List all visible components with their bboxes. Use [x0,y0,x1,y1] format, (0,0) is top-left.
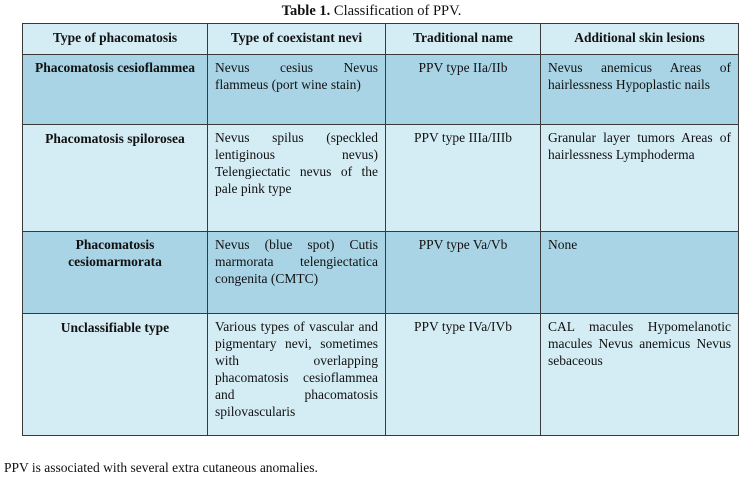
cell-lesions: None [541,232,739,314]
cell-nevi: Nevus cesius Nevus flammeus (port wine stain) [208,55,386,125]
cell-nevi: Nevus spilus (speckled lentiginous nevus) Telengiectatic nevus of the pale pink type [208,125,386,232]
cell-name: PPV type IVa/IVb [386,314,541,436]
cell-lesions: Granular layer tumors Areas of hairlessness Lymphoderma [541,125,739,232]
cell-name: PPV type IIa/IIb [386,55,541,125]
cell-nevi: Various types of vascular and pigmentary nevi, sometimes with overlapping phacomatosis cesioflammea and phacomatosis spilovascularis [208,314,386,436]
cell-type: Phacomatosis cesiomarmorata [23,232,208,314]
header-name: Traditional name [386,24,541,55]
table-row [23,314,739,436]
cell-nevi: Nevus (blue spot) Cutis marmorata telengiectatica congenita (CMTC) [208,232,386,314]
header-type: Type of phacomatosis [23,24,208,55]
table-row [23,232,739,314]
caption-label: Table 1. [281,3,331,19]
table-row [23,125,739,232]
header-nevi: Type of coexistant nevi [208,24,386,55]
header-lesions: Additional skin lesions [541,24,739,55]
cell-lesions: Nevus anemicus Areas of hairlessness Hypoplastic nails [541,55,739,125]
cell-name: PPV type IIIa/IIIb [386,125,541,232]
table-caption [0,2,743,20]
table-footnote: PPV is associated with several extra cutaneous anomalies. [4,460,318,475]
header-row [23,24,739,55]
classification-table [22,23,739,436]
cell-type: Phacomatosis spilorosea [23,125,208,232]
caption-text: Classification of PPV. [333,3,462,19]
cell-type: Phacomatosis cesioflammea [23,55,208,125]
cell-type: Unclassifiable type [23,314,208,436]
table-row [23,55,739,125]
cell-lesions: CAL macules Hypomelanotic macules Nevus anemicus Nevus sebaceous [541,314,739,436]
cell-name: PPV type Va/Vb [386,232,541,314]
